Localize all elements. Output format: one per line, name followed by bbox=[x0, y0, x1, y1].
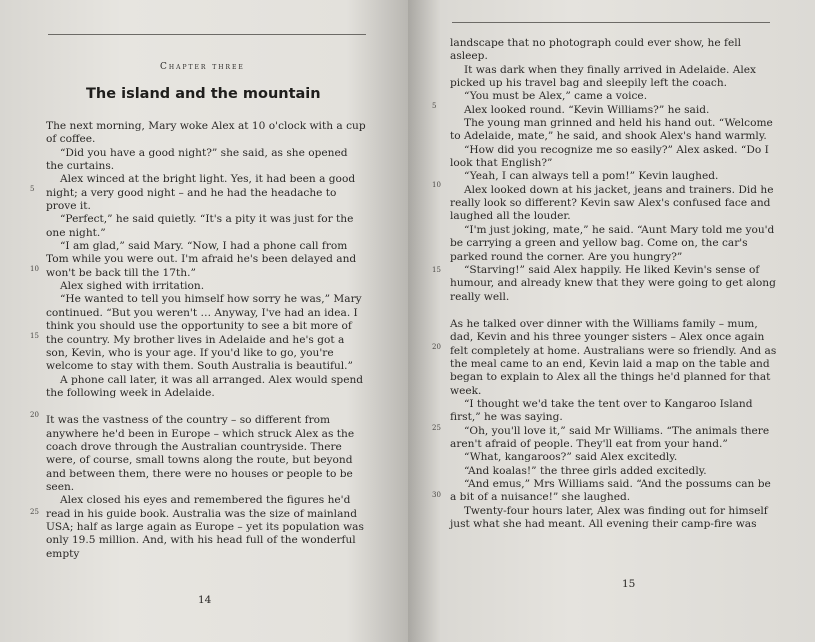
paragraph: “Perfect,” he said quietly. “It's a pity it was just for the one night.” bbox=[46, 213, 354, 239]
line-number: 10 bbox=[432, 181, 441, 189]
paragraph: Twenty-four hours later, Alex was finding out for himself just what she had meant. All evening their camp-fire was bbox=[450, 504, 768, 531]
paragraph: It was dark when they finally arrived in Adelaide. Alex picked up his travel bag and sleepily left the coach. bbox=[450, 63, 757, 90]
paragraph: “Oh, you'll love it,” said Mr Williams. “The animals there aren't afraid of people. They'll eat from your hand.” bbox=[450, 424, 770, 450]
paragraph: “And emus,” Mrs Williams said. “And the possums can be a bit of a nuisance!” she laughed. bbox=[450, 478, 771, 504]
page-number: 14 bbox=[198, 594, 212, 606]
paragraph: The young man grinned and held his hand out. “Welcome to Adelaide, mate,” he said, and shook Alex's hand warmly. bbox=[450, 117, 773, 143]
paragraph: “I am glad,” said Mary. “Now, I had a phone call from Tom while you were out. I'm afraid he's been delayed and won't be back till the 17th.” bbox=[46, 240, 357, 279]
paragraph: A phone call later, it was all arranged. Alex would spend the following week in Adelaide. bbox=[46, 373, 364, 399]
header-rule bbox=[452, 22, 770, 23]
paragraph: Alex looked down at his jacket, jeans and trainers. Did he really look so different? Kevin saw Alex's confused face and laughed all the louder. bbox=[450, 183, 774, 223]
line-number: 5 bbox=[432, 102, 437, 110]
paragraph: “And koalas!” the three girls added excitedly. bbox=[464, 464, 707, 477]
line-number: 20 bbox=[432, 343, 441, 351]
paragraph: It was the vastness of the country – so different from anywhere he'd been in Europe – which struck Alex as the coach drove through the Australian countryside. There were, of course, small towns along the route, but beyond and between them, there were no houses or people to be seen. bbox=[46, 414, 355, 493]
paragraph: Alex winced at the bright light. Yes, it had been a good night; a very good night – and he had the headache to prove it. bbox=[46, 173, 356, 213]
paragraph: “How did you recognize me so easily?” Alex asked. “Do I look that English?” bbox=[450, 143, 769, 170]
line-number: 20 bbox=[30, 411, 39, 419]
line-number: 15 bbox=[432, 266, 441, 274]
paragraph: The next morning, Mary woke Alex at 10 o'clock with a cup of coffee. bbox=[46, 120, 366, 146]
paragraph: “I thought we'd take the tent over to Kangaroo Island first,” he was saying. bbox=[450, 397, 753, 424]
paragraph: “I'm just joking, mate,” he said. “Aunt Mary told me you'd be carrying a green and yellow bag. Come on, the car's parked round the corner. Are you hungry?” bbox=[450, 223, 775, 263]
paragraph: Alex sighed with irritation. bbox=[60, 280, 205, 293]
chapter-label: Chapter three bbox=[160, 62, 245, 72]
paragraph: “You must be Alex,” came a voice. bbox=[464, 90, 648, 103]
paragraph: As he talked over dinner with the Williams family – mum, dad, Kevin and his three younger sisters – Alex once again felt completely at home. Australians were so friendly. And as the meal came to an end, Kevin laid a map on the table and began to explain to Alex all the things he'd planned for that week. bbox=[450, 317, 777, 397]
paragraph: Alex closed his eyes and remembered the figures he'd read in his guide book. Australia was the size of mainland USA; half as large again as Europe – yet its population was only 19.5 million. And, with his head full of the wonderful empty bbox=[46, 494, 364, 560]
right-page bbox=[408, 0, 815, 642]
paragraph: landscape that no photograph could ever show, he fell asleep. bbox=[450, 37, 741, 63]
line-number: 25 bbox=[30, 508, 39, 516]
line-number: 5 bbox=[30, 185, 35, 193]
line-number: 25 bbox=[432, 424, 441, 432]
paragraph: “Yeah, I can always tell a pom!” Kevin laughed. bbox=[464, 170, 719, 183]
right-body-text bbox=[450, 37, 780, 531]
paragraph: “He wanted to tell you himself how sorry he was,” Mary continued. “But you weren't … Anyway, I've had an idea. I think you should use the opportunity to see a bit more of the country. My brother lives in Adelaide and he's got a son, Kevin, who is your age. If you'd like to go, you're welcome to stay with them. South Australia is beautiful.” bbox=[46, 293, 362, 373]
left-body-text bbox=[46, 120, 368, 561]
page-number: 15 bbox=[622, 578, 636, 590]
paragraph: “Starving!” said Alex happily. He liked Kevin's sense of humour, and already knew that they were going to get along really well. bbox=[450, 263, 776, 303]
paragraph: Alex looked round. “Kevin Williams?” he said. bbox=[464, 103, 710, 116]
chapter-title: The island and the mountain bbox=[86, 86, 321, 102]
header-rule bbox=[48, 34, 366, 35]
paragraph: “What, kangaroos?” said Alex excitedly. bbox=[464, 451, 678, 464]
line-number: 30 bbox=[432, 491, 441, 499]
line-number: 10 bbox=[30, 265, 39, 273]
paragraph: “Did you have a good night?” she said, as she opened the curtains. bbox=[46, 146, 348, 173]
line-number: 15 bbox=[30, 332, 39, 340]
